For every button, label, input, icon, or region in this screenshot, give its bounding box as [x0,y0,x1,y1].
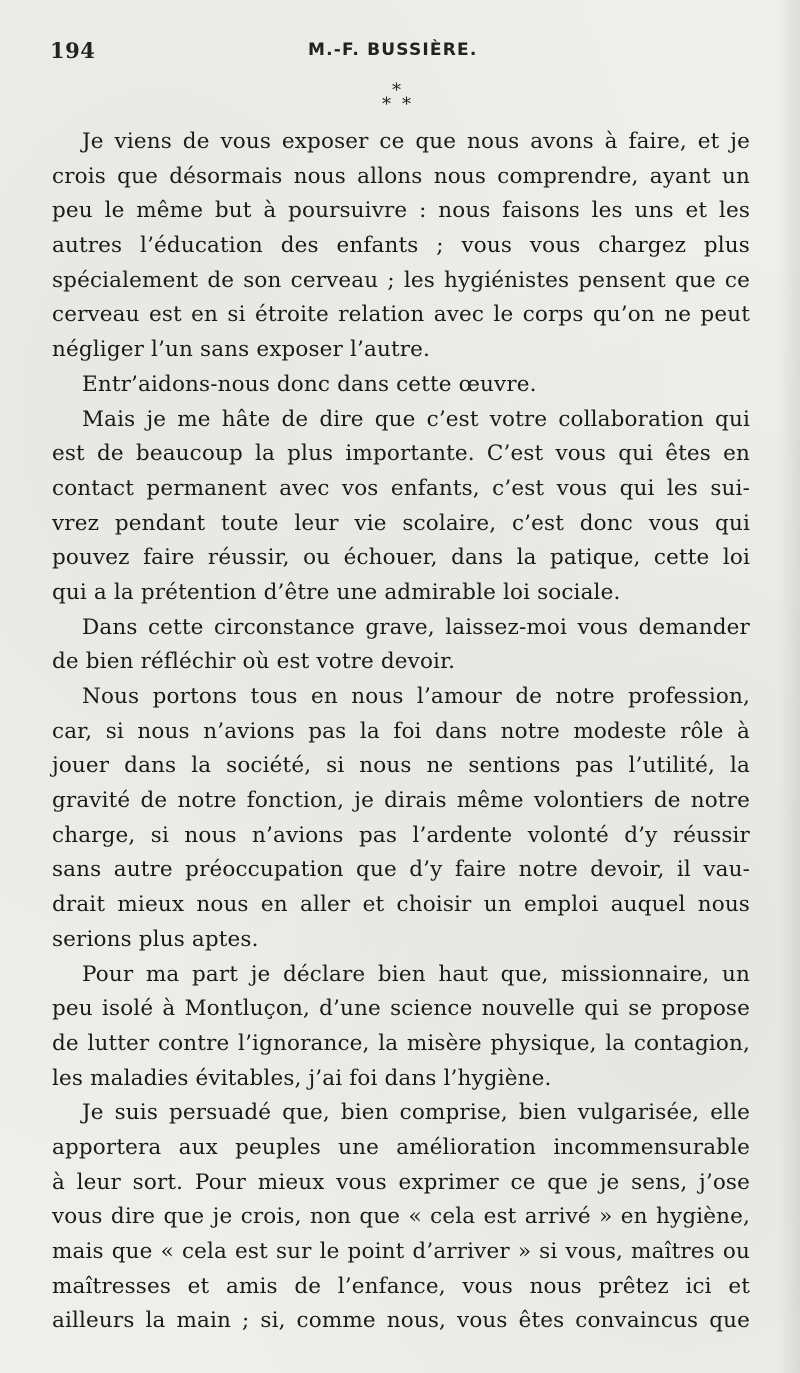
text-line: Mais je me hâte de dire que c’est votre collaboration qui [82,406,750,432]
text-line: mais que « cela est sur le point d’arriver » si vous, maîtres ou [52,1239,750,1264]
text-line: car, si nous n’avions pas la foi dans notre modeste rôle à [52,718,750,744]
text-line: apportera aux peuples une amélioration incommensurable [52,1134,750,1160]
text-line: peu le même but à poursuivre : nous faisons les uns et les [52,198,750,224]
text-line: de bien réfléchir où est votre devoir. [52,649,456,675]
body-text [52,125,750,1339]
text-line: sans autre préoccupation que d’y faire notre devoir, il vau- [52,857,750,883]
text-line: maîtresses et amis de l’enfance, vous nous prêtez ici et [52,1273,750,1299]
text-line: pouvez faire réussir, ou échouer, dans la patique, cette loi [52,545,750,571]
page-edge-shadow [778,0,800,1373]
text-line: Pour ma part je déclare bien haut que, missionnaire, un [82,961,750,987]
text-line: à leur sort. Pour mieux vous exprimer ce que je sens, j’ose [52,1169,750,1195]
page-header [50,38,750,68]
section-asterism [376,80,426,120]
text-line: peu isolé à Montluçon, d’une science nouvelle qui se propose [52,996,750,1022]
text-line: Je viens de vous exposer ce que nous avons à faire, et je [82,129,750,154]
text-line: crois que désormais nous allons nous comprendre, ayant un [52,163,750,189]
text-line: qui a la prétention d’être une admirable loi sociale. [52,579,621,605]
text-line: jouer dans la société, si nous ne sentions pas l’utilité, la [52,753,750,779]
asterism-star: * [402,94,411,115]
text-line: négliger l’un sans exposer l’autre. [52,337,431,363]
text-line: spécialement de son cerveau ; les hygiénistes pensent que ce [52,267,750,293]
running-head: M.-F. BUSSIÈRE. [308,40,478,60]
text-line: contact permanent avec vos enfants, c’est vous qui les sui- [52,475,750,501]
asterism-star: * [392,80,401,101]
text-line: autres l’éducation des enfants ; vous vous chargez plus [52,233,750,259]
text-line: ailleurs la main ; si, comme nous, vous êtes convaincus que [52,1308,750,1334]
text-line: charge, si nous n’avions pas l’ardente volonté d’y réussir [52,822,750,848]
asterism-star: * [382,94,391,115]
text-line: cerveau est en si étroite relation avec le corps qu’on ne peut [52,302,750,328]
text-line: serions plus aptes. [52,926,259,952]
text-line: Je suis persuadé que, bien comprise, bien vulgarisée, elle [82,1100,750,1126]
text-line: Dans cette circonstance grave, laissez-moi vous demander [82,614,750,640]
text-line: gravité de notre fonction, je dirais même volontiers de notre [52,788,750,814]
page-number: 194 [50,38,96,63]
text-line: les maladies évitables, j’ai foi dans l’hygiène. [52,1065,552,1091]
text-line: vous dire que je crois, non que « cela est arrivé » en hygiène, [52,1204,750,1230]
text-line: drait mieux nous en aller et choisir un emploi auquel nous [52,892,750,918]
text-line: de lutter contre l’ignorance, la misère physique, la contagion, [52,1030,750,1056]
text-line: Nous portons tous en nous l’amour de notre profession, [82,684,750,709]
text-line: Entr’aidons-nous donc dans cette œuvre. [82,371,537,397]
text-line: est de beaucoup la plus importante. C’est vous qui êtes en [52,441,750,467]
text-line: vrez pendant toute leur vie scolaire, c’est donc vous qui [52,510,750,536]
